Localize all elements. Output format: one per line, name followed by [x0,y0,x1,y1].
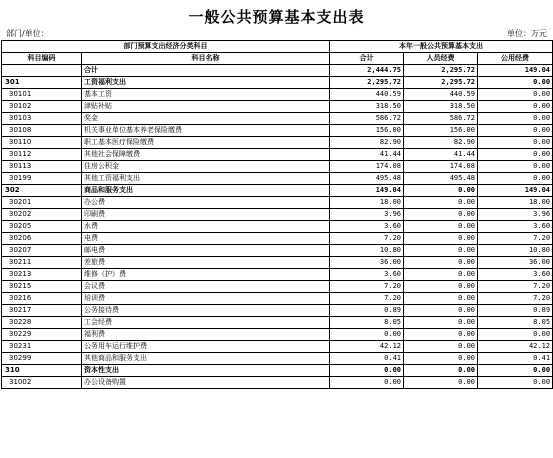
code-cell: 30215 [2,281,82,293]
table-row [2,377,553,389]
personnel-cell: 0.00 [404,185,478,197]
personnel-cell: 0.00 [404,269,478,281]
public-cell: 3.96 [478,209,553,221]
code-cell: 30202 [2,209,82,221]
public-cell: 7.20 [478,281,553,293]
table-row [2,257,553,269]
personnel-cell: 0.00 [404,365,478,377]
personnel-cell: 2,295.72 [404,77,478,89]
total-cell: 3.96 [330,209,404,221]
code-cell: 30229 [2,329,82,341]
table-row [2,197,553,209]
personnel-cell: 2,295.72 [404,65,478,77]
personnel-cell: 0.00 [404,221,478,233]
name-cell: 奖金 [82,113,330,125]
table-row [2,221,553,233]
code-cell: 30213 [2,269,82,281]
name-cell: 住房公积金 [82,161,330,173]
budget-table [1,40,553,389]
total-cell: 156.00 [330,125,404,137]
public-cell: 149.04 [478,185,553,197]
code-cell: 30217 [2,305,82,317]
public-cell: 7.20 [478,233,553,245]
code-cell: 30102 [2,101,82,113]
table-row [2,269,553,281]
total-cell: 0.89 [330,305,404,317]
table-row [2,233,553,245]
code-cell: 30207 [2,245,82,257]
header-personnel: 人员经费 [404,53,478,65]
code-cell [2,65,82,77]
code-cell: 30231 [2,341,82,353]
name-cell: 工会经费 [82,317,330,329]
public-cell: 0.00 [478,149,553,161]
personnel-cell: 0.00 [404,209,478,221]
code-cell: 30101 [2,89,82,101]
code-cell: 30103 [2,113,82,125]
name-cell: 基本工资 [82,89,330,101]
code-cell: 30211 [2,257,82,269]
total-cell: 10.80 [330,245,404,257]
name-cell: 会议费 [82,281,330,293]
name-cell: 差旅费 [82,257,330,269]
total-cell: 42.12 [330,341,404,353]
name-cell: 印刷费 [82,209,330,221]
table-row [2,365,553,377]
total-cell: 41.44 [330,149,404,161]
public-cell: 0.89 [478,305,553,317]
code-cell: 30216 [2,293,82,305]
personnel-cell: 0.00 [404,245,478,257]
code-cell: 30110 [2,137,82,149]
personnel-cell: 0.00 [404,233,478,245]
name-cell: 维修（护）费 [82,269,330,281]
table-row [2,317,553,329]
total-cell: 0.00 [330,329,404,341]
code-cell: 30112 [2,149,82,161]
total-cell: 82.90 [330,137,404,149]
total-cell: 0.00 [330,377,404,389]
public-cell: 0.41 [478,353,553,365]
table-row [2,185,553,197]
public-cell: 0.00 [478,125,553,137]
name-cell: 工资福利支出 [82,77,330,89]
public-cell: 0.00 [478,101,553,113]
table-row [2,245,553,257]
personnel-cell: 0.00 [404,305,478,317]
name-cell: 津贴补贴 [82,101,330,113]
table-row [2,305,553,317]
total-cell: 7.20 [330,233,404,245]
public-cell: 0.00 [478,137,553,149]
name-cell: 公务接待费 [82,305,330,317]
total-cell: 8.05 [330,317,404,329]
public-cell: 3.60 [478,269,553,281]
total-cell: 318.50 [330,101,404,113]
name-cell: 办公设备购置 [82,377,330,389]
table-row [2,209,553,221]
name-cell: 公务用车运行维护费 [82,341,330,353]
code-cell: 310 [2,365,82,377]
header-public: 公用经费 [478,53,553,65]
personnel-cell: 0.00 [404,329,478,341]
total-cell: 2,444.75 [330,65,404,77]
total-cell: 149.04 [330,185,404,197]
table-row [2,65,553,77]
total-cell: 36.00 [330,257,404,269]
public-cell: 8.05 [478,317,553,329]
total-cell: 18.00 [330,197,404,209]
header-group-classification: 部门预算支出经济分类科目 [2,41,330,53]
name-cell: 职工基本医疗保险缴费 [82,137,330,149]
total-cell: 7.20 [330,281,404,293]
personnel-cell: 0.00 [404,293,478,305]
header-name: 科目名称 [82,53,330,65]
code-cell: 301 [2,77,82,89]
personnel-cell: 0.00 [404,377,478,389]
table-row [2,125,553,137]
personnel-cell: 156.00 [404,125,478,137]
table-row [2,149,553,161]
code-cell: 30199 [2,173,82,185]
total-cell: 3.60 [330,269,404,281]
public-cell: 0.00 [478,365,553,377]
public-cell: 36.00 [478,257,553,269]
table-row [2,89,553,101]
public-cell: 0.00 [478,89,553,101]
code-cell: 30201 [2,197,82,209]
header-column-row [2,53,553,65]
table-body [2,65,553,389]
public-cell: 42.12 [478,341,553,353]
code-cell: 302 [2,185,82,197]
personnel-cell: 440.59 [404,89,478,101]
total-cell: 0.41 [330,353,404,365]
public-cell: 0.00 [478,161,553,173]
code-cell: 30299 [2,353,82,365]
name-cell: 其他商品和服务支出 [82,353,330,365]
public-cell: 18.00 [478,197,553,209]
department-label: 部门/单位： [6,29,49,38]
public-cell: 0.00 [478,113,553,125]
name-cell: 福利费 [82,329,330,341]
table-row [2,101,553,113]
table-row [2,341,553,353]
total-cell: 7.20 [330,293,404,305]
header-total: 合计 [330,53,404,65]
public-cell: 0.00 [478,329,553,341]
total-cell: 3.60 [330,221,404,233]
total-cell: 2,295.72 [330,77,404,89]
code-cell: 30228 [2,317,82,329]
public-cell: 0.00 [478,173,553,185]
personnel-cell: 41.44 [404,149,478,161]
personnel-cell: 0.00 [404,281,478,293]
table-row [2,293,553,305]
name-cell: 机关事业单位基本养老保险缴费 [82,125,330,137]
public-cell: 10.80 [478,245,553,257]
table-row [2,77,553,89]
name-cell: 其他社会保障缴费 [82,149,330,161]
public-cell: 149.04 [478,65,553,77]
name-cell: 电费 [82,233,330,245]
personnel-cell: 82.90 [404,137,478,149]
name-cell: 资本性支出 [82,365,330,377]
personnel-cell: 174.08 [404,161,478,173]
total-cell: 586.72 [330,113,404,125]
name-cell: 合计 [82,65,330,77]
name-cell: 其他工资福利支出 [82,173,330,185]
personnel-cell: 586.72 [404,113,478,125]
name-cell: 商品和服务支出 [82,185,330,197]
total-cell: 174.08 [330,161,404,173]
public-cell: 0.00 [478,77,553,89]
code-cell: 30205 [2,221,82,233]
table-row [2,137,553,149]
personnel-cell: 495.48 [404,173,478,185]
personnel-cell: 0.00 [404,353,478,365]
table-row [2,281,553,293]
table-row [2,173,553,185]
public-cell: 3.60 [478,221,553,233]
header-group-row [2,41,553,53]
personnel-cell: 0.00 [404,197,478,209]
name-cell: 水费 [82,221,330,233]
code-cell: 30206 [2,233,82,245]
personnel-cell: 318.50 [404,101,478,113]
public-cell: 0.00 [478,377,553,389]
table-row [2,353,553,365]
total-cell: 440.59 [330,89,404,101]
header-code: 科目编码 [2,53,82,65]
total-cell: 495.48 [330,173,404,185]
table-row [2,113,553,125]
personnel-cell: 0.00 [404,257,478,269]
page-title: 一般公共预算基本支出表 [188,8,365,26]
name-cell: 办公费 [82,197,330,209]
table-row [2,161,553,173]
table-row [2,329,553,341]
code-cell: 30113 [2,161,82,173]
unit-label: 单位：万元 [507,29,547,38]
personnel-cell: 0.00 [404,341,478,353]
name-cell: 邮电费 [82,245,330,257]
public-cell: 7.20 [478,293,553,305]
header-group-basic-expenditure: 本年一般公共预算基本支出 [330,41,553,53]
code-cell: 30108 [2,125,82,137]
code-cell: 31002 [2,377,82,389]
personnel-cell: 0.00 [404,317,478,329]
name-cell: 培训费 [82,293,330,305]
total-cell: 0.00 [330,365,404,377]
